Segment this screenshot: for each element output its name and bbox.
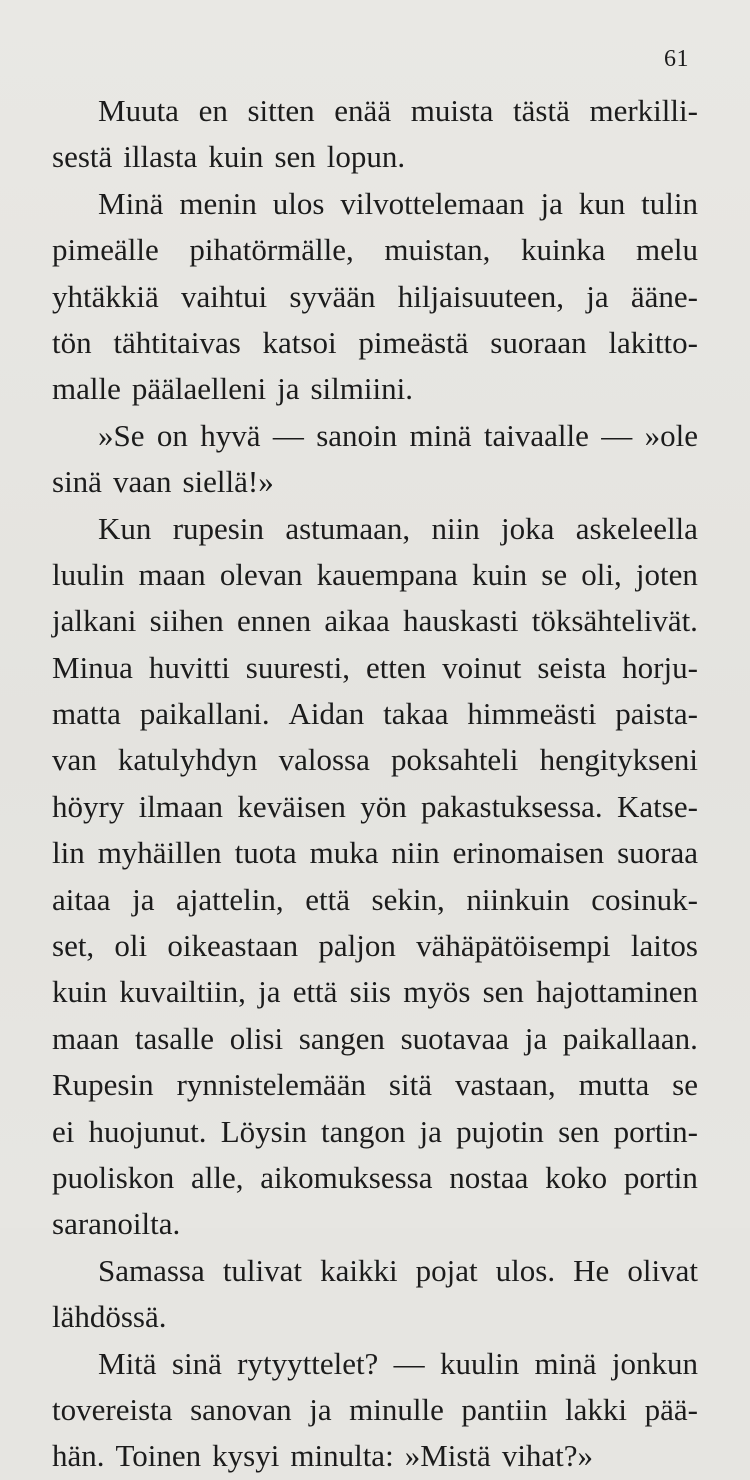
text-line: Minä menin ulos vilvottelemaan ja kun tulin: [98, 185, 698, 221]
page-number: 61: [664, 46, 689, 72]
text-line: Minua huvitti suuresti, etten voinut seista horju-: [52, 649, 698, 685]
text-line: kuin kuvailtiin, ja että siis myös sen hajottaminen: [52, 974, 698, 1010]
text-line: matta paikallani. Aidan takaa himmeästi paista-: [52, 696, 698, 732]
text-line: lin myhäillen tuota muka niin erinomaisen suoraa: [52, 835, 698, 871]
text-line: Kun rupesin astumaan, niin joka askeleella: [98, 510, 698, 546]
body-text: [52, 88, 698, 1480]
text-line: Muuta en sitten enää muista tästä merkilli-: [98, 93, 698, 128]
text-line: Samassa tulivat kaikki pojat ulos. He olivat: [98, 1252, 698, 1288]
text-line: tön tähtitaivas katsoi pimeästä suoraan lakitto-: [52, 324, 698, 360]
text-line: malle päälaelleni ja silmiini.: [52, 371, 413, 407]
text-line: saranoilta.: [52, 1206, 181, 1242]
text-line: van katulyhdyn valossa poksahteli hengitykseni: [52, 742, 698, 778]
text-line: höyry ilmaan keväisen yön pakastuksessa. Katse-: [52, 788, 698, 824]
text-line: aitaa ja ajattelin, että sekin, niinkuin cosinuk-: [52, 881, 698, 917]
text-line: ei huojunut. Löysin tangon ja pujotin sen portin-: [52, 1113, 698, 1149]
text-line: hän. Toinen kysyi minulta: »Mistä vihat?»: [52, 1438, 594, 1474]
text-line: tovereista sanovan ja minulle pantiin lakki pää-: [52, 1391, 698, 1427]
text-line: set, oli oikeastaan paljon vähäpätöisempi laitos: [52, 928, 698, 964]
text-line: jalkani siihen ennen aikaa hauskasti töksähtelivät.: [52, 603, 698, 639]
text-line: luulin maan olevan kauempana kuin se oli, joten: [52, 556, 698, 592]
text-line: maan tasalle olisi sangen suotavaa ja paikallaan.: [52, 1020, 698, 1056]
text-line: sestä illasta kuin sen lopun.: [52, 139, 406, 175]
text-line: sinä vaan siellä!»: [52, 464, 274, 500]
text-line: puoliskon alle, aikomuksessa nostaa koko portin: [52, 1159, 698, 1195]
text-line: lähdössä.: [52, 1299, 167, 1335]
text-line: pimeälle pihatörmälle, muistan, kuinka melu: [52, 232, 698, 268]
text-line: »Se on hyvä — sanoin minä taivaalle — »ole: [98, 417, 698, 453]
text-line: Mitä sinä rytyyttelet? — kuulin minä jonkun: [98, 1345, 698, 1381]
text-line: yhtäkkiä vaihtui syvään hiljaisuuteen, ja ääne-: [52, 278, 698, 314]
text-line: Rupesin rynnistelemään sitä vastaan, mutta se: [52, 1067, 698, 1103]
